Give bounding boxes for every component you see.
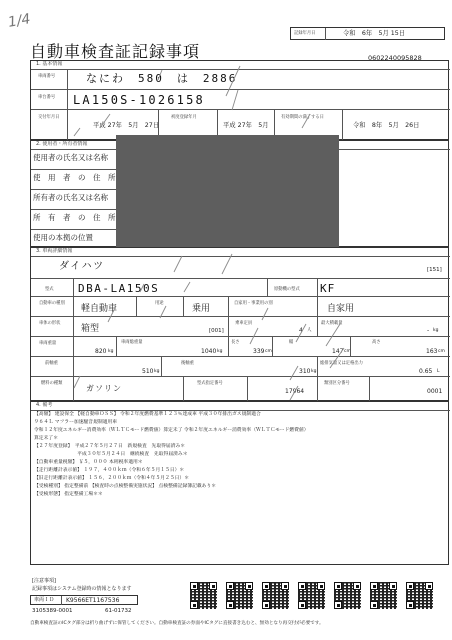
section-1-heading: 1. 基本情報 bbox=[36, 61, 63, 67]
handwritten-mark: 1/4 bbox=[6, 11, 32, 31]
displacement-value: 0.65 bbox=[419, 368, 433, 375]
document-number: 0602240095828 bbox=[368, 54, 422, 62]
gross-value: 820 bbox=[95, 348, 107, 355]
plate-number: なにわ 580 は 2886 bbox=[86, 72, 238, 85]
private-label: 自家用・事業用の別 bbox=[234, 301, 273, 306]
vehicle-id-value: K9566ET1167536 bbox=[66, 596, 120, 604]
note-line: ９６４Ｌ マフラー加速騒音規制適用車 bbox=[34, 420, 118, 425]
displacement-unit: L bbox=[437, 369, 440, 374]
expiry-label: 有効期間の満了する日 bbox=[281, 115, 324, 120]
code-right: 61-01732 bbox=[105, 608, 132, 614]
front-axle-unit: kg bbox=[154, 369, 160, 374]
engine-label: 原動機の型式 bbox=[274, 287, 300, 292]
type-approval-label: 型式指定番号 bbox=[197, 381, 223, 386]
front-axle-label: 前軸重 bbox=[45, 361, 58, 366]
capacity-label: 乗車定員 bbox=[235, 321, 253, 326]
note-line: 令和１２年度エネルギー消費効率（ＷＬＴＣモード燃費値）算定未了 令和２年度エネルギー消費効率（ＷＬＴＣモード燃費値） bbox=[34, 428, 309, 433]
total-label: 車両総重量 bbox=[121, 340, 143, 345]
width-label: 幅 bbox=[289, 340, 294, 345]
kind-value: 軽自動車 bbox=[81, 304, 118, 314]
shape-code: [001] bbox=[209, 328, 224, 334]
note-line: 算定未了＊ bbox=[34, 436, 58, 441]
note-line: 【走行距離計表示値】 １９７，４００ｋｍ（令和６年５月１５日）＊ bbox=[34, 468, 185, 473]
owner-label-4: 使用の本拠の位置 bbox=[33, 233, 93, 242]
category-value: 0001 bbox=[427, 388, 443, 395]
expiry-date: 令和 8年 5月 26日 bbox=[353, 122, 420, 129]
note-line: 【受検形態】 指定整備工場＊＊ bbox=[34, 492, 103, 497]
notice-text: 記録事項はシステム登録時の情報となります bbox=[32, 586, 132, 592]
shape-label: 車体の形状 bbox=[39, 321, 61, 326]
note-line: 【受検種別】 指定整備前 【検査時の点検整備実施状況】 点検整備記録簿記載あり＊ bbox=[34, 484, 217, 489]
capacity-value: 4 bbox=[299, 327, 303, 334]
max-load-value: - bbox=[427, 327, 430, 334]
vin-number: LA150S-1026158 bbox=[73, 93, 205, 107]
total-unit: kg bbox=[217, 349, 223, 354]
note-line: 【旧走行距離計表示値】 １５６，２００ｋｍ（令和４年５月２５日）＊ bbox=[34, 476, 190, 481]
note-line: 平成３０年５月２４日 継続検査 先取得届済み＊ bbox=[34, 452, 188, 457]
gross-label: 車両重量 bbox=[39, 341, 57, 346]
length-label: 長さ bbox=[231, 340, 240, 345]
height-value: 163 bbox=[426, 348, 438, 355]
owner-label-1: 使 用 者 の 住 所 bbox=[33, 173, 116, 182]
width-value: 147 bbox=[332, 348, 344, 355]
section-4-heading: 4. 備考 bbox=[36, 402, 53, 408]
note-line: 【２７年度登録】 平成２７年５月２７日 新規検査 先取得届済み＊ bbox=[34, 444, 186, 449]
owner-label-0: 使用者の氏名又は名称 bbox=[33, 153, 108, 162]
vin-label: 車台番号 bbox=[38, 95, 56, 100]
height-label: 高さ bbox=[372, 340, 381, 345]
page-title: 自動車検査証記録事項 bbox=[30, 42, 201, 61]
use-label: 用途 bbox=[155, 301, 164, 306]
section-2-heading: 2. 使用者・所有者情報 bbox=[36, 141, 88, 147]
private-value: 自家用 bbox=[327, 304, 355, 314]
shape-value: 箱型 bbox=[81, 324, 100, 334]
rear-axle-unit: kg bbox=[311, 369, 317, 374]
capacity-unit: 人 bbox=[307, 328, 312, 333]
notice-heading: [注意事項] bbox=[32, 578, 56, 584]
rear-axle-value: 310 bbox=[299, 368, 311, 375]
max-load-unit: kg bbox=[433, 328, 439, 333]
initial-reg-label: 初度登録年月 bbox=[171, 115, 197, 120]
issue-date-label: 記録年月日 bbox=[294, 31, 316, 36]
footer-disclaimer: 自動車検査証のICタグ部分は折り曲げずに保管してください。自動車検査証の券面やICタグに直接書き込むと、無効となり再交付が必要です。 bbox=[30, 621, 324, 626]
initial-reg-date: 平成 27年 5月 bbox=[223, 122, 269, 129]
displacement-label: 総排気量又は定格出力 bbox=[320, 361, 363, 366]
owner-label-3: 所 有 者 の 住 所 bbox=[33, 213, 116, 222]
section-3-heading: 3. 車両詳細情報 bbox=[36, 248, 73, 254]
max-load-label: 最大積載量 bbox=[321, 321, 343, 326]
type-approval-value: 17964 bbox=[285, 388, 305, 395]
owner-label-2: 所有者の氏名又は名称 bbox=[33, 193, 108, 202]
note-line: 【高額】 建設保全 【軽自動車ＯＳＳ】 令和２年度燃費基準１２３％達成車 平成３０年排出ガス規制適合 bbox=[34, 412, 261, 417]
model-label: 型式 bbox=[45, 287, 54, 292]
maker-code: [151] bbox=[427, 267, 442, 273]
category-label: 類別区分番号 bbox=[324, 381, 350, 386]
height-unit: cm bbox=[438, 349, 445, 354]
length-unit: cm bbox=[265, 349, 272, 354]
note-line: 【自動車重量税額】 ￥５，０００ 本則税率適用＊ bbox=[34, 460, 143, 465]
model-value: DBA-LA150S bbox=[78, 282, 160, 295]
issue-date-value: 令和 6年 5月 15日 bbox=[343, 30, 406, 37]
code-left: 3105389-0001 bbox=[32, 608, 73, 614]
vehicle-id-label: 車両ＩＤ bbox=[34, 597, 55, 603]
fuel-value: ガソリン bbox=[86, 384, 122, 393]
maker-name: ダイハツ bbox=[59, 261, 105, 272]
front-axle-value: 510 bbox=[142, 368, 154, 375]
first-reg-date: 平成 27年 5月 27日 bbox=[93, 122, 160, 129]
use-value: 乗用 bbox=[192, 304, 211, 314]
length-value: 339 bbox=[253, 348, 265, 355]
total-value: 1040 bbox=[201, 348, 217, 355]
gross-unit: kg bbox=[108, 349, 114, 354]
engine-value: KF bbox=[320, 282, 336, 295]
fuel-label: 燃料の種類 bbox=[41, 381, 63, 386]
kind-label: 自動車の種別 bbox=[39, 301, 65, 306]
width-unit: cm bbox=[344, 349, 351, 354]
rear-axle-label: 後軸重 bbox=[181, 361, 194, 366]
first-reg-label: 交付年月日 bbox=[38, 115, 60, 120]
plate-label: 車両番号 bbox=[38, 74, 56, 79]
